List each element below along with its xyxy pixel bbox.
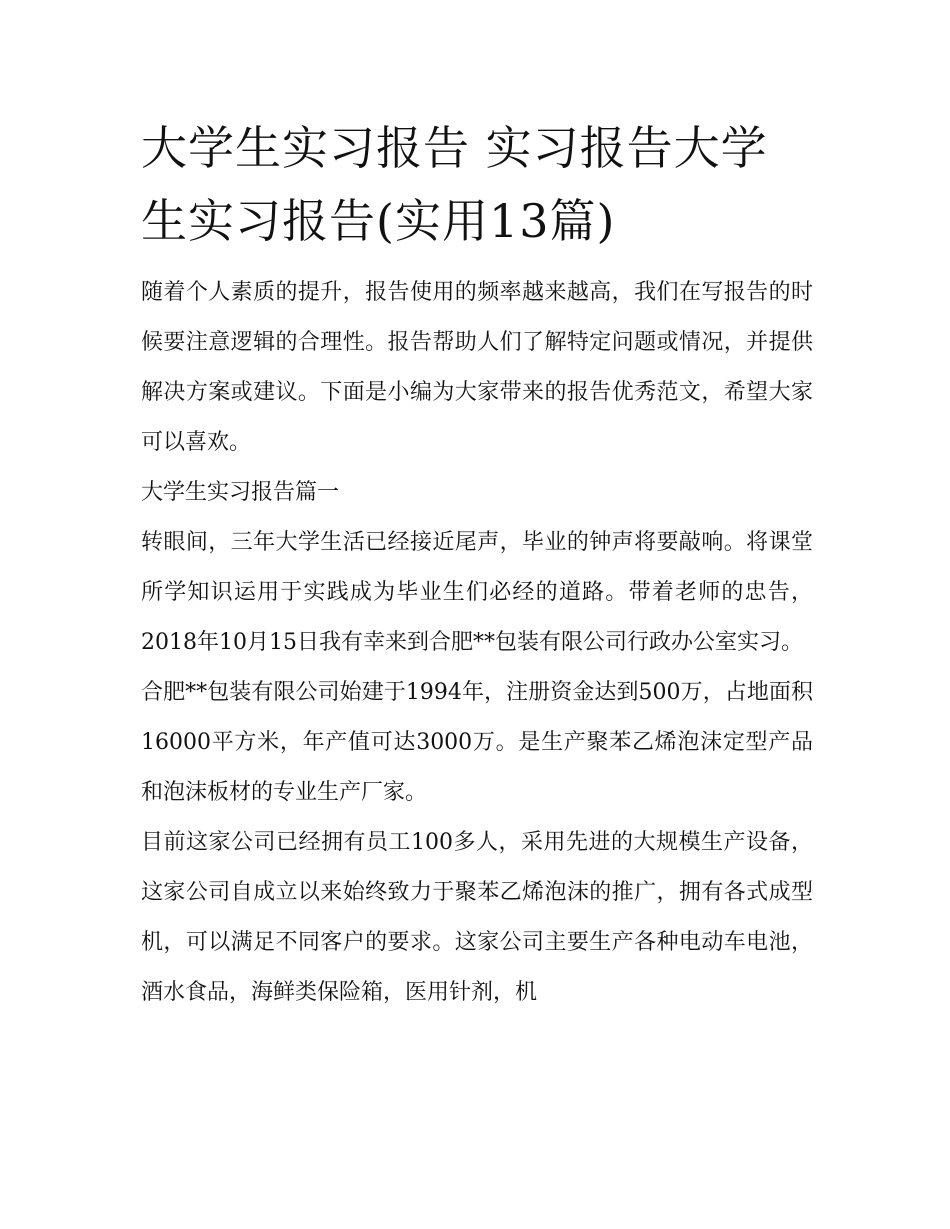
section-heading: 大学生实习报告篇一 <box>141 480 340 505</box>
document-title: 大学生实习报告 实习报告大学生实习报告(实用13篇) <box>141 121 768 248</box>
body-paragraph-2: 合肥**包装有限公司始建于1994年，注册资金达到500万，占地面积16000平方米，年产值可达3000万。是生产聚苯乙烯泡沫定型产品和泡沫板材的专业生产厂家。 <box>141 680 813 805</box>
body-paragraph-3: 目前这家公司已经拥有员工100多人，采用先进的大规模生产设备，这家公司自成立以来始终致力于聚苯乙烯泡沫的推广，拥有各式成型机，可以满足不同客户的要求。这家公司主要生产各种电动车电池，酒水食品，海鲜类保险箱，医用针剂，机 <box>141 830 813 1005</box>
document-page <box>141 112 813 1018</box>
intro-paragraph: 随着个人素质的提升，报告使用的频率越来越高，我们在写报告的时候要注意逻辑的合理性。报告帮助人们了解特定问题或情况，并提供解决方案或建议。下面是小编为大家带来的报告优秀范文，希望大家可以喜欢。 <box>141 280 813 455</box>
body-paragraph-1: 转眼间，三年大学生活已经接近尾声，毕业的钟声将要敲响。将课堂所学知识运用于实践成为毕业生们必经的道路。带着老师的忠告，2018年10月15日我有幸来到合肥**包装有限公司行政办公室实习。 <box>141 530 813 655</box>
